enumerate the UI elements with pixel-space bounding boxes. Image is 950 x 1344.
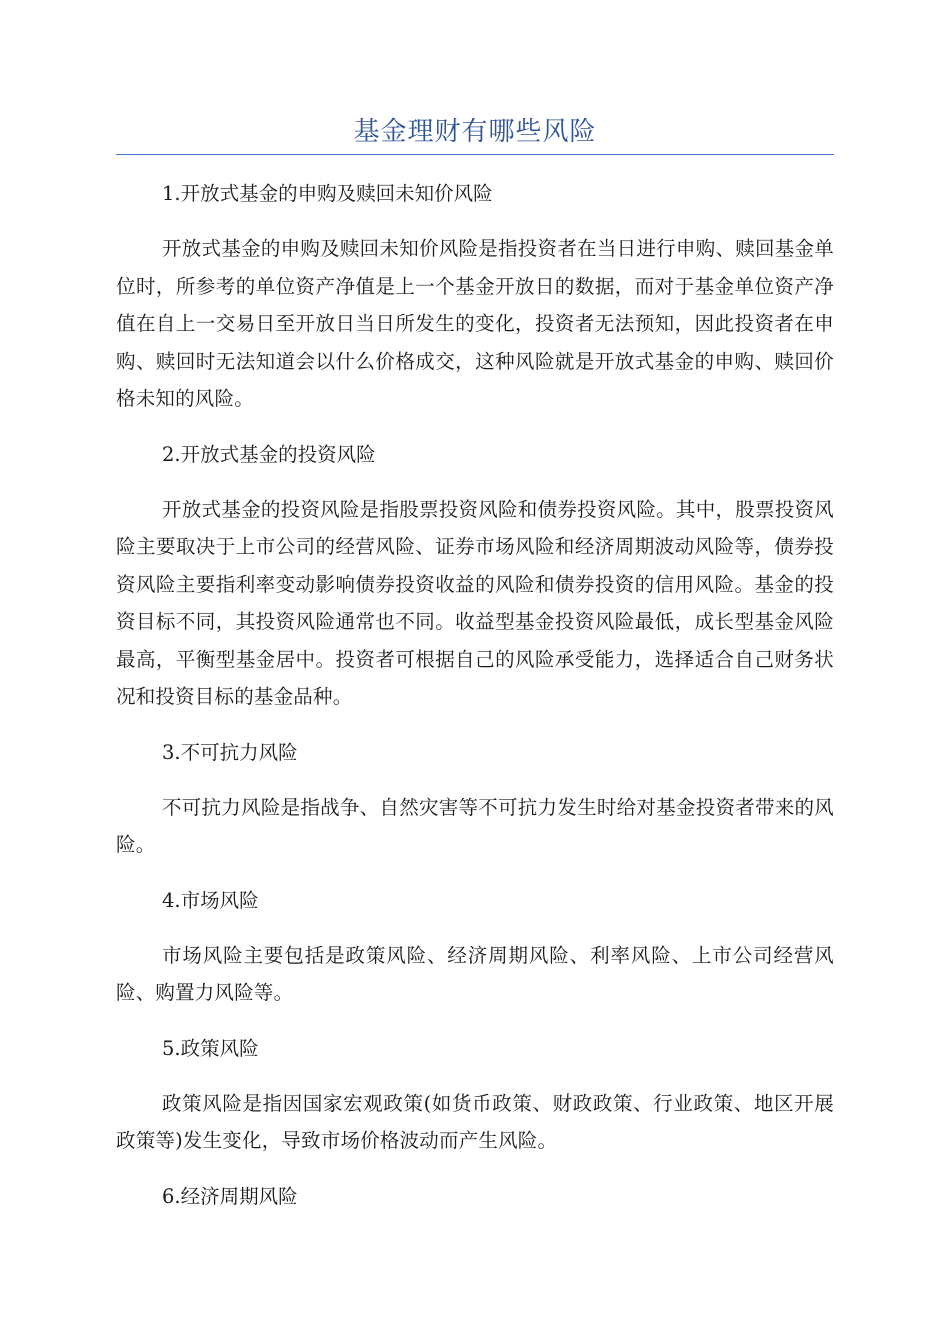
section-heading-1: 1.开放式基金的申购及赎回未知价风险 — [162, 182, 493, 205]
title-underline — [116, 154, 834, 155]
document-title: 基金理财有哪些风险 — [353, 117, 597, 147]
document-page — [116, 0, 834, 1233]
section-heading-2: 2.开放式基金的投资风险 — [162, 442, 376, 466]
section-heading-6: 6.经济周期风险 — [162, 1184, 298, 1208]
section-paragraph-2: 开放式基金的投资风险是指股票投资风险和债券投资风险。其中，股票投资风险主要取决于上市公司的经营风险、证券市场风险和经济周期波动风险等，债券投资风险主要指利率变动影响债券投资收益的风险和债券投资的信用风险。基金的投资目标不同，其投资风险通常也不同。收益型基金投资风险最低，成长型基金风险最高，平衡型基金居中。投资者可根据自己的风险承受能力，选择适合自己财务状况和投资目标的基金品种。 — [116, 497, 834, 708]
section-paragraph-1: 开放式基金的申购及赎回未知价风险是指投资者在当日进行申购、赎回基金单位时，所参考的单位资产净值是上一个基金开放日的数据，而对于基金单位资产净值在自上一交易日至开放日当日所发生的变化，投资者无法预知，因此投资者在申购、赎回时无法知道会以什么价格成交，这种风险就是开放式基金的申购、赎回价格未知的风险。 — [116, 237, 834, 410]
section-paragraph-4: 市场风险主要包括是政策风险、经济周期风险、利率风险、上市公司经营风险、购置力风险等。 — [116, 943, 834, 1004]
section-paragraph-3: 不可抗力风险是指战争、自然灾害等不可抗力发生时给对基金投资者带来的风险。 — [116, 795, 834, 856]
section-heading-4: 4.市场风险 — [162, 888, 259, 912]
section-heading-5: 5.政策风险 — [162, 1036, 259, 1060]
section-paragraph-5: 政策风险是指因国家宏观政策(如货币政策、财政政策、行业政策、地区开展政策等)发生变化，导致市场价格波动而产生风险。 — [116, 1091, 834, 1152]
document-body — [116, 175, 834, 1215]
section-heading-3: 3.不可抗力风险 — [162, 740, 298, 764]
